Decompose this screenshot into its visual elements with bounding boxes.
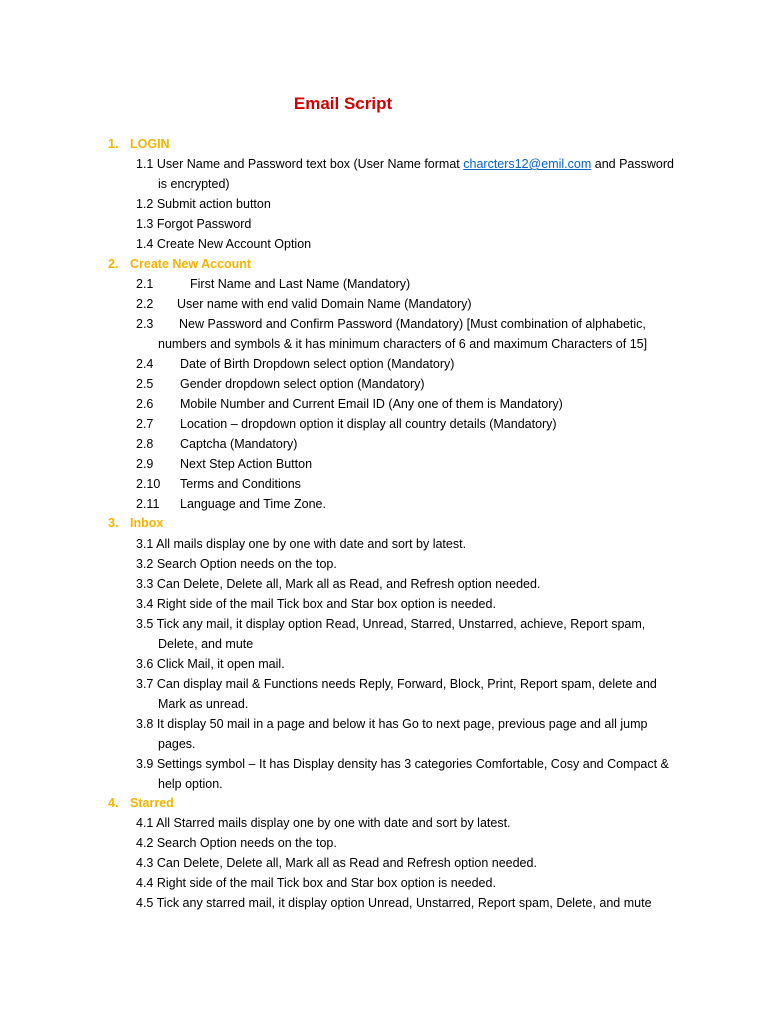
section-title: LOGIN: [130, 137, 170, 151]
create-item-2-2: [136, 297, 472, 311]
item-text: New Password and Confirm Password (Mandatory) [Must combination of alphabetic,: [179, 317, 646, 331]
item-text: Captcha (Mandatory): [180, 437, 298, 451]
section-heading-create-account: [108, 257, 251, 271]
inbox-item-3-8: 3.8 It display 50 mail in a page and below it has Go to next page, previous page and all jump: [136, 717, 648, 731]
item-text: Next Step Action Button: [180, 457, 313, 471]
item-number: 2.7: [136, 417, 154, 431]
create-item-2-11: [136, 497, 326, 511]
inbox-item-3-7-cont: Mark as unread.: [158, 697, 249, 711]
inbox-item-3-5: 3.5 Tick any mail, it display option Read, Unread, Starred, Unstarred, achieve, Report spam,: [136, 617, 646, 631]
inbox-item-3-8-cont: pages.: [158, 737, 196, 751]
item-number: 2.8: [136, 437, 154, 451]
create-item-2-7: [136, 417, 557, 431]
inbox-item-3-6: 3.6 Click Mail, it open mail.: [136, 657, 285, 671]
item-text-end: and Password: [594, 157, 674, 171]
item-text: Language and Time Zone.: [180, 497, 326, 511]
starred-item-4-2: 4.2 Search Option needs on the top.: [136, 836, 337, 850]
item-number: 2.4: [136, 357, 154, 371]
inbox-item-3-2: 3.2 Search Option needs on the top.: [136, 557, 337, 571]
login-item-2: 1.2 Submit action button: [136, 197, 271, 211]
item-text: User name with end valid Domain Name (Mandatory): [177, 297, 472, 311]
section-number: 3.: [108, 516, 119, 530]
item-number: 2.6: [136, 397, 154, 411]
document-title: Email Script: [293, 94, 393, 113]
item-text: Date of Birth Dropdown select option (Mandatory): [180, 357, 455, 371]
section-heading-starred: [108, 796, 174, 810]
item-number: 1.1: [136, 157, 154, 171]
item-text: Terms and Conditions: [180, 477, 301, 491]
section-number: 4.: [108, 796, 119, 810]
login-item-1: [136, 157, 674, 171]
create-item-2-3: [136, 317, 646, 331]
item-number: 2.5: [136, 377, 154, 391]
inbox-item-3-9-cont: help option.: [158, 777, 223, 791]
section-number: 1.: [108, 137, 119, 151]
section-heading-inbox: [108, 516, 163, 530]
login-item-1-cont: is encrypted): [158, 177, 230, 191]
item-number: 2.2: [136, 297, 154, 311]
section-title: Starred: [130, 796, 174, 810]
starred-item-4-4: 4.4 Right side of the mail Tick box and Star box option is needed.: [136, 876, 496, 890]
item-text: Location – dropdown option it display all country details (Mandatory): [180, 417, 557, 431]
item-number: 2.9: [136, 457, 154, 471]
inbox-item-3-7: 3.7 Can display mail & Functions needs Reply, Forward, Block, Print, Report spam, delete and: [136, 677, 657, 691]
inbox-item-3-9: 3.9 Settings symbol – It has Display density has 3 categories Comfortable, Cosy and Compact &: [136, 757, 669, 771]
item-number: 2.3: [136, 317, 154, 331]
create-item-2-6: [136, 397, 563, 411]
login-item-3: 1.3 Forgot Password: [136, 217, 252, 231]
inbox-item-3-3: 3.3 Can Delete, Delete all, Mark all as Read, and Refresh option needed.: [136, 577, 541, 591]
inbox-item-3-4: 3.4 Right side of the mail Tick box and Star box option is needed.: [136, 597, 496, 611]
create-item-2-3-cont: numbers and symbols & it has minimum characters of 6 and maximum Characters of 15]: [158, 337, 648, 351]
create-item-2-5: [136, 377, 425, 391]
section-title: Create New Account: [130, 257, 252, 271]
item-number: 2.10: [136, 477, 161, 491]
item-text: First Name and Last Name (Mandatory): [190, 277, 411, 291]
starred-item-4-1: 4.1 All Starred mails display one by one with date and sort by latest.: [136, 816, 511, 830]
create-item-2-4: [136, 357, 454, 371]
create-item-2-9: [136, 457, 312, 471]
item-number: 2.11: [136, 497, 160, 511]
item-text: Gender dropdown select option (Mandatory): [180, 377, 425, 391]
item-number: 2.1: [136, 277, 154, 291]
create-item-2-8: [136, 437, 297, 451]
item-text: Mobile Number and Current Email ID (Any one of them is Mandatory): [180, 397, 563, 411]
starred-item-4-5: 4.5 Tick any starred mail, it display option Unread, Unstarred, Report spam, Delete, and mute: [136, 896, 652, 910]
create-item-2-10: [136, 477, 301, 491]
starred-item-4-3: 4.3 Can Delete, Delete all, Mark all as Read and Refresh option needed.: [136, 856, 537, 870]
section-heading-login: [108, 137, 170, 151]
create-item-2-1: [136, 277, 410, 291]
email-link[interactable]: charcters12@emil.com: [463, 157, 592, 171]
inbox-item-3-1: 3.1 All mails display one by one with date and sort by latest.: [136, 537, 467, 551]
item-text: User Name and Password text box (User Name format: [156, 157, 460, 171]
login-item-4: 1.4 Create New Account Option: [136, 237, 312, 251]
section-title: Inbox: [130, 516, 164, 530]
section-number: 2.: [108, 257, 119, 271]
inbox-item-3-5-cont: Delete, and mute: [158, 637, 254, 651]
